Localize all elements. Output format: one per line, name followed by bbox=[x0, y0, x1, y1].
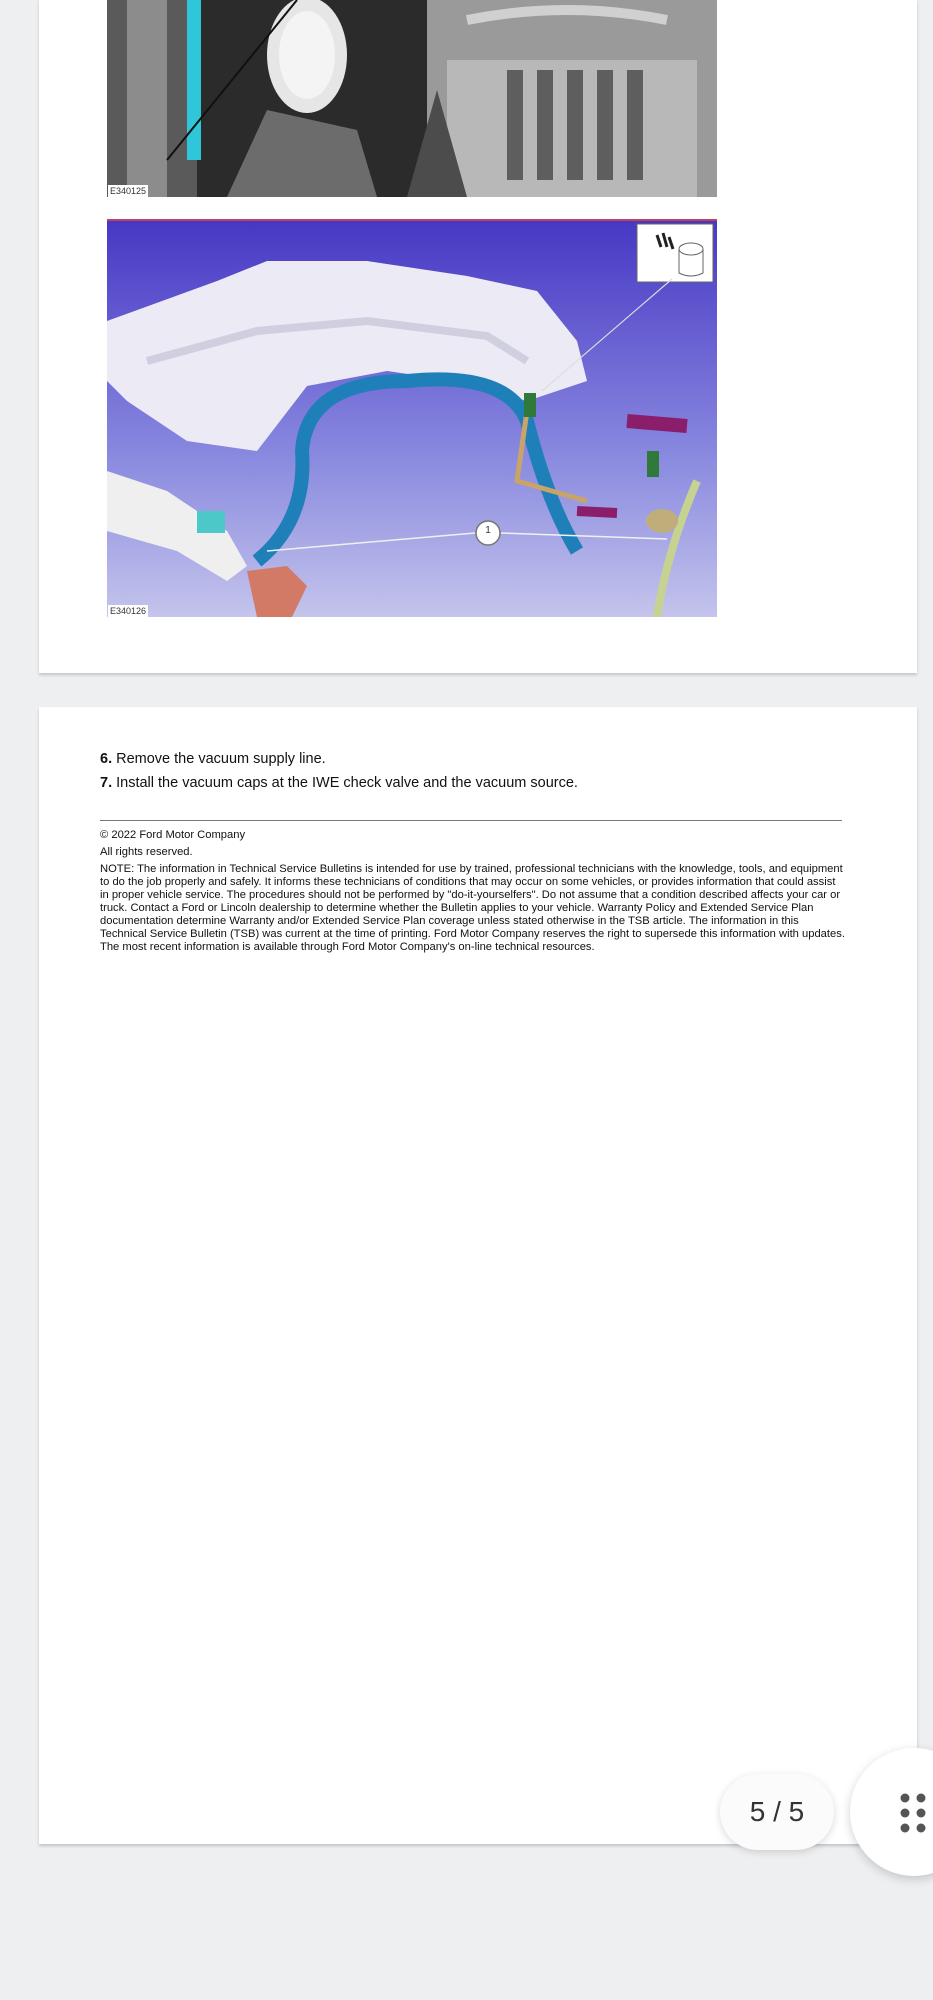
callout-1: 1 bbox=[485, 525, 491, 536]
step-text: Remove the vacuum supply line. bbox=[116, 751, 326, 767]
document-page-4 bbox=[39, 0, 917, 673]
vacuum-line-diagram bbox=[107, 221, 717, 617]
grid-dots-icon bbox=[900, 1793, 930, 1833]
step-text: Install the vacuum caps at the IWE check valve and the vacuum source. bbox=[116, 775, 578, 791]
figure-e340126 bbox=[107, 219, 717, 617]
figure-code: E340126 bbox=[110, 606, 147, 616]
divider bbox=[100, 820, 842, 821]
figure-code: E340125 bbox=[110, 186, 147, 196]
figure-e340125 bbox=[107, 0, 717, 197]
document-page-5 bbox=[39, 707, 917, 1844]
legal-footer bbox=[100, 829, 845, 954]
step-6 bbox=[100, 747, 860, 771]
page-indicator[interactable]: 5 / 5 bbox=[720, 1774, 834, 1850]
step-number: 6. bbox=[100, 751, 113, 767]
step-7 bbox=[100, 771, 860, 795]
copyright: © 2022 Ford Motor Company bbox=[100, 829, 246, 841]
disclaimer-note: NOTE: The information in Technical Service Bulletins is intended for use by trained, professional technicians with the knowledge, tools, and equipment to do the job properly and safely. It informs these technicians of conditions that may occur on some vehicles, or provides information that could assist in proper vehicle service. The procedures should not be performed by "do-it-yourselfers". Do not assume that a condition described affects your car or truck. Contact a Ford or Lincoln dealership to determine whether the Bulletin applies to your vehicle. Warranty Policy and Extended Service Plan documentation determine Warranty and/or Extended Service Plan coverage unless stated otherwise in the TSB article. The information in this Technical Service Bulletin (TSB) was current at the time of printing. Ford Motor Company reserves the right to supersede this information with updates. The most recent information is available through Ford Motor Company's on-line technical resources. bbox=[100, 863, 845, 953]
procedure-steps bbox=[100, 747, 860, 795]
rights-reserved: All rights reserved. bbox=[100, 846, 193, 858]
engine-bay-photo bbox=[107, 0, 717, 197]
step-number: 7. bbox=[100, 775, 113, 791]
